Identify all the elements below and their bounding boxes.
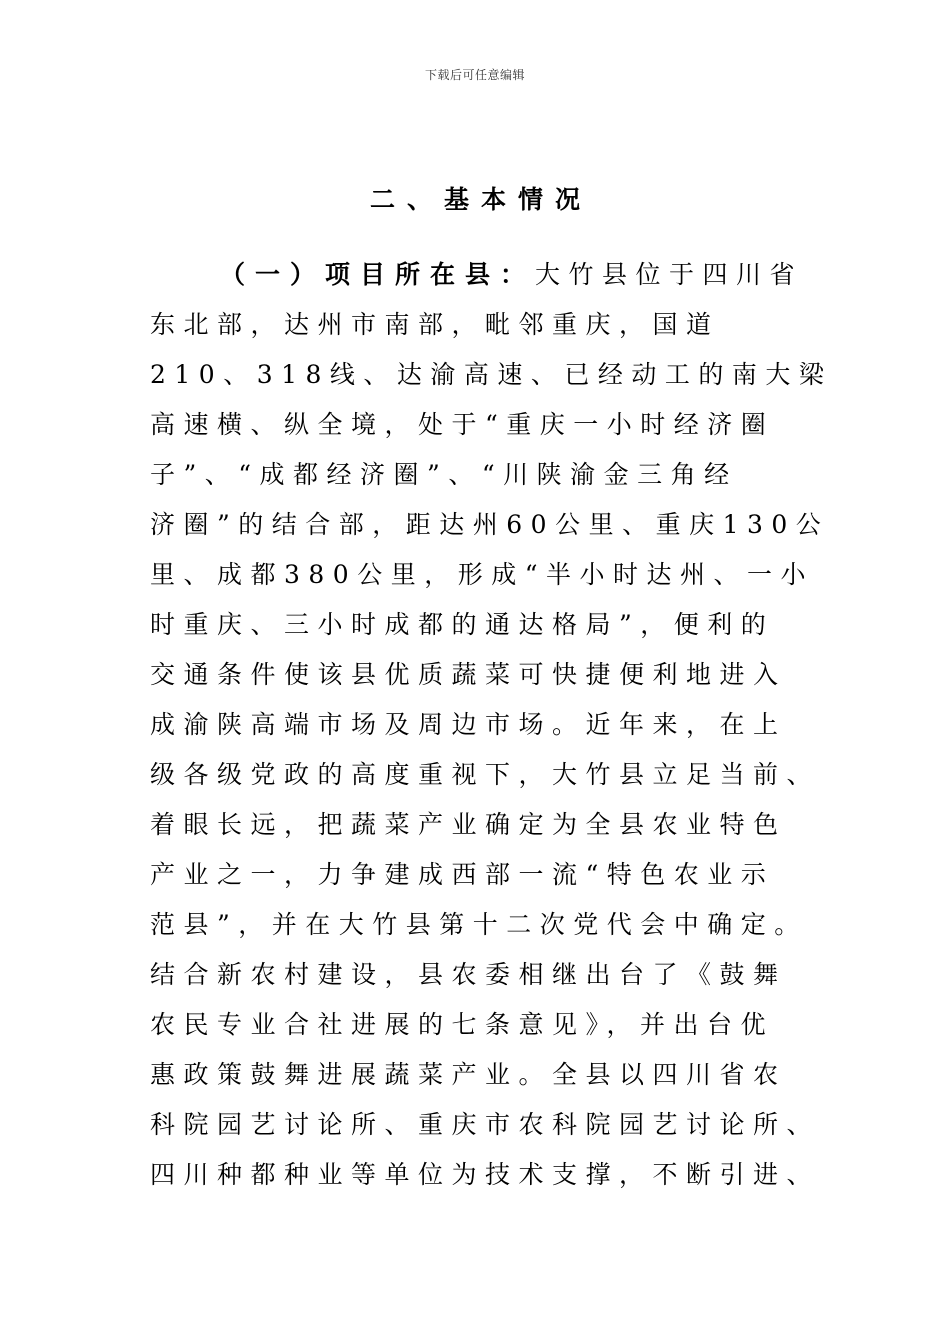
paragraph-line: 科院园艺讨论所、重庆市农科院园艺讨论所、 xyxy=(150,1110,821,1139)
paragraph-line: 济圈”的结合部，距达州60公里、重庆130公 xyxy=(150,510,830,539)
body-paragraph xyxy=(150,250,833,1200)
paragraph-line: 四川种都种业等单位为技术支撑，不断引进、 xyxy=(150,1160,821,1189)
paragraph-line: 惠政策鼓舞进展蔬菜产业。全县以四川省农 xyxy=(150,1060,787,1089)
paragraph-line: 子”、“成都经济圈”、“川陕渝金三角经 xyxy=(150,460,738,489)
paragraph-line: 着眼长远，把蔬菜产业确定为全县农业特色 xyxy=(150,810,787,839)
paragraph-line: 高速横、纵全境，处于“重庆一小时经济圈 xyxy=(150,410,775,439)
paragraph-line: 农民专业合社进展的七条意见》，并出台优 xyxy=(150,1010,775,1039)
paragraph-line: 成渝陕高端市场及周边市场。近年来，在上 xyxy=(150,710,787,739)
paragraph-line: 210、318线、达渝高速、已经动工的南大梁 xyxy=(150,360,833,389)
paragraph-line: 交通条件使该县优质蔬菜可快捷便利地进入 xyxy=(150,660,787,689)
paragraph-line: 东北部，达州市南部，毗邻重庆，国道 xyxy=(150,310,720,339)
paragraph-line-text: 大竹县位于四川省 xyxy=(535,260,804,289)
paragraph-line xyxy=(150,250,810,300)
section-title: 二、基本情况 xyxy=(369,185,592,214)
paragraph-line: 产业之一，力争建成西部一流“特色农业示 xyxy=(150,860,775,889)
page-header-note: 下载后可任意编辑 xyxy=(424,68,525,82)
paragraph-line: 范县”，并在大竹县第十二次党代会中确定。 xyxy=(150,910,808,939)
paragraph-line: 结合新农村建设，县农委相继出台了《鼓舞 xyxy=(150,960,787,989)
paragraph-line: 级各级党政的高度重视下，大竹县立足当前、 xyxy=(150,760,821,789)
paragraph-line: 时重庆、三小时成都的通达格局”，便利的 xyxy=(150,610,775,639)
paragraph-line: 里、成都380公里，形成“半小时达州、一小 xyxy=(150,560,814,589)
paragraph-lead-heading: （一）项目所在县： xyxy=(220,260,536,289)
